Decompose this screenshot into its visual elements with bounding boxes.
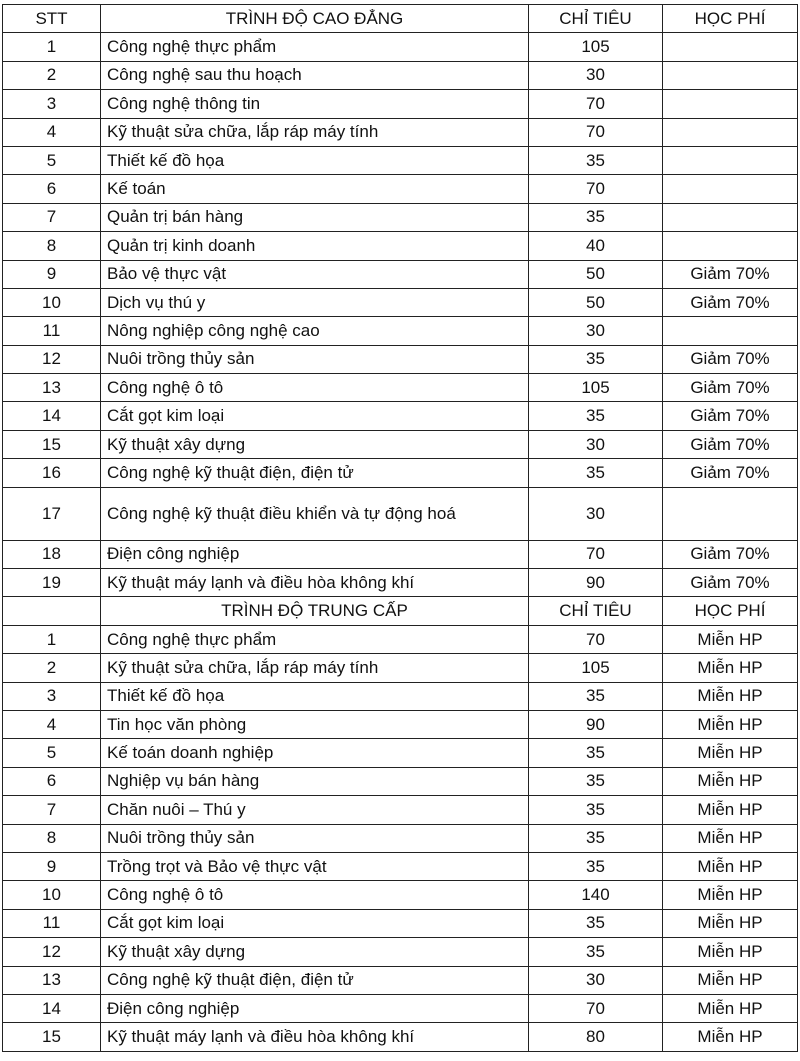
row-stt: 17	[3, 487, 101, 540]
row-stt: 2	[3, 61, 101, 89]
row-program-name: Công nghệ thực phẩm	[101, 625, 529, 653]
row-fee: Miễn HP	[663, 938, 798, 966]
row-fee	[663, 203, 798, 231]
table-row	[3, 90, 798, 118]
row-program-name: Cắt gọt kim loại	[101, 909, 529, 937]
row-program-name: Công nghệ ô tô	[101, 374, 529, 402]
table-row	[3, 61, 798, 89]
row-program-name: Công nghệ thông tin	[101, 90, 529, 118]
row-quota: 35	[529, 909, 663, 937]
table-row	[3, 767, 798, 795]
table-row	[3, 33, 798, 61]
row-program-name: Tin học văn phòng	[101, 710, 529, 738]
row-program-name: Công nghệ kỹ thuật điều khiển và tự động hoá	[101, 487, 529, 540]
row-fee: Miễn HP	[663, 994, 798, 1022]
row-fee: Miễn HP	[663, 909, 798, 937]
row-fee: Giảm 70%	[663, 288, 798, 316]
row-quota: 35	[529, 767, 663, 795]
row-fee: Giảm 70%	[663, 540, 798, 568]
row-quota: 30	[529, 61, 663, 89]
row-program-name: Điện công nghiệp	[101, 540, 529, 568]
row-stt: 2	[3, 654, 101, 682]
row-fee: Miễn HP	[663, 824, 798, 852]
row-program-name: Điện công nghiệp	[101, 994, 529, 1022]
row-quota: 35	[529, 203, 663, 231]
row-stt: 6	[3, 767, 101, 795]
row-quota: 35	[529, 824, 663, 852]
row-program-name: Kỹ thuật xây dựng	[101, 938, 529, 966]
row-fee	[663, 61, 798, 89]
row-program-name: Công nghệ ô tô	[101, 881, 529, 909]
intermediate-header-stt	[3, 597, 101, 625]
row-stt: 9	[3, 260, 101, 288]
row-quota: 70	[529, 625, 663, 653]
row-stt: 6	[3, 175, 101, 203]
table-row	[3, 938, 798, 966]
table-row	[3, 994, 798, 1022]
row-fee: Giảm 70%	[663, 459, 798, 487]
intermediate-header-row	[3, 597, 798, 625]
table-header-row	[3, 5, 798, 33]
row-stt: 10	[3, 881, 101, 909]
row-program-name: Bảo vệ thực vật	[101, 260, 529, 288]
table-row	[3, 487, 798, 540]
row-program-name: Nuôi trồng thủy sản	[101, 824, 529, 852]
row-stt: 15	[3, 1023, 101, 1051]
row-quota: 30	[529, 317, 663, 345]
table-row	[3, 146, 798, 174]
row-quota: 80	[529, 1023, 663, 1051]
row-stt: 12	[3, 938, 101, 966]
row-program-name: Quản trị bán hàng	[101, 203, 529, 231]
table-row	[3, 260, 798, 288]
row-program-name: Nông nghiệp công nghệ cao	[101, 317, 529, 345]
header-intermediate-section: TRÌNH ĐỘ TRUNG CẤP	[101, 597, 529, 625]
row-fee	[663, 175, 798, 203]
row-fee: Miễn HP	[663, 710, 798, 738]
row-stt: 9	[3, 852, 101, 880]
table-row	[3, 232, 798, 260]
table-row	[3, 569, 798, 597]
row-program-name: Trồng trọt và Bảo vệ thực vật	[101, 852, 529, 880]
row-program-name: Kế toán doanh nghiệp	[101, 739, 529, 767]
row-fee: Miễn HP	[663, 654, 798, 682]
row-stt: 5	[3, 146, 101, 174]
row-program-name: Nuôi trồng thủy sản	[101, 345, 529, 373]
row-fee: Miễn HP	[663, 682, 798, 710]
row-stt: 1	[3, 625, 101, 653]
row-stt: 5	[3, 739, 101, 767]
row-quota: 105	[529, 374, 663, 402]
header-college-section: TRÌNH ĐỘ CAO ĐẲNG	[101, 5, 529, 33]
row-quota: 90	[529, 710, 663, 738]
row-program-name: Quản trị kinh doanh	[101, 232, 529, 260]
row-quota: 140	[529, 881, 663, 909]
row-quota: 35	[529, 739, 663, 767]
row-stt: 7	[3, 796, 101, 824]
table-row	[3, 909, 798, 937]
row-fee	[663, 33, 798, 61]
row-quota: 35	[529, 345, 663, 373]
row-fee	[663, 146, 798, 174]
row-quota: 30	[529, 966, 663, 994]
row-stt: 10	[3, 288, 101, 316]
row-program-name: Thiết kế đồ họa	[101, 146, 529, 174]
row-quota: 35	[529, 459, 663, 487]
row-program-name: Kỹ thuật sửa chữa, lắp ráp máy tính	[101, 118, 529, 146]
table-row	[3, 852, 798, 880]
row-stt: 12	[3, 345, 101, 373]
table-row	[3, 430, 798, 458]
intermediate-header-quota: CHỈ TIÊU	[529, 597, 663, 625]
table-row	[3, 540, 798, 568]
row-stt: 8	[3, 232, 101, 260]
table-row	[3, 374, 798, 402]
row-program-name: Cắt gọt kim loại	[101, 402, 529, 430]
row-quota: 70	[529, 90, 663, 118]
row-quota: 35	[529, 146, 663, 174]
row-fee: Giảm 70%	[663, 345, 798, 373]
row-quota: 105	[529, 33, 663, 61]
row-fee: Miễn HP	[663, 796, 798, 824]
row-fee	[663, 232, 798, 260]
row-program-name: Kỹ thuật máy lạnh và điều hòa không khí	[101, 569, 529, 597]
row-fee: Miễn HP	[663, 739, 798, 767]
table-body	[3, 5, 798, 1052]
row-fee: Giảm 70%	[663, 430, 798, 458]
row-fee: Miễn HP	[663, 966, 798, 994]
table-row	[3, 710, 798, 738]
admissions-table	[2, 4, 798, 1052]
table-row	[3, 288, 798, 316]
row-quota: 90	[529, 569, 663, 597]
row-quota: 35	[529, 852, 663, 880]
row-quota: 50	[529, 260, 663, 288]
row-stt: 11	[3, 909, 101, 937]
row-fee: Giảm 70%	[663, 569, 798, 597]
row-stt: 1	[3, 33, 101, 61]
row-fee	[663, 118, 798, 146]
table-row	[3, 796, 798, 824]
row-fee	[663, 487, 798, 540]
row-stt: 8	[3, 824, 101, 852]
row-quota: 35	[529, 796, 663, 824]
table-row	[3, 824, 798, 852]
table-row	[3, 345, 798, 373]
row-quota: 40	[529, 232, 663, 260]
row-fee	[663, 90, 798, 118]
row-program-name: Công nghệ kỹ thuật điện, điện tử	[101, 966, 529, 994]
row-stt: 3	[3, 90, 101, 118]
row-stt: 18	[3, 540, 101, 568]
table-row	[3, 682, 798, 710]
row-stt: 4	[3, 710, 101, 738]
table-row	[3, 739, 798, 767]
row-fee: Giảm 70%	[663, 260, 798, 288]
table-row	[3, 459, 798, 487]
table-row	[3, 402, 798, 430]
table-row	[3, 654, 798, 682]
row-quota: 70	[529, 118, 663, 146]
row-fee: Miễn HP	[663, 881, 798, 909]
row-program-name: Thiết kế đồ họa	[101, 682, 529, 710]
table-row	[3, 118, 798, 146]
row-program-name: Nghiệp vụ bán hàng	[101, 767, 529, 795]
row-stt: 14	[3, 402, 101, 430]
row-quota: 30	[529, 430, 663, 458]
row-fee: Giảm 70%	[663, 374, 798, 402]
row-program-name: Công nghệ kỹ thuật điện, điện tử	[101, 459, 529, 487]
row-quota: 70	[529, 175, 663, 203]
table-row	[3, 1023, 798, 1051]
row-program-name: Công nghệ sau thu hoạch	[101, 61, 529, 89]
row-program-name: Kỹ thuật xây dựng	[101, 430, 529, 458]
row-quota: 35	[529, 402, 663, 430]
row-quota: 105	[529, 654, 663, 682]
row-quota: 70	[529, 540, 663, 568]
row-quota: 35	[529, 682, 663, 710]
row-stt: 13	[3, 374, 101, 402]
row-stt: 7	[3, 203, 101, 231]
table-row	[3, 317, 798, 345]
row-fee: Miễn HP	[663, 625, 798, 653]
table-row	[3, 175, 798, 203]
row-fee: Miễn HP	[663, 1023, 798, 1051]
row-program-name: Dịch vụ thú y	[101, 288, 529, 316]
row-fee	[663, 317, 798, 345]
row-program-name: Kỹ thuật sửa chữa, lắp ráp máy tính	[101, 654, 529, 682]
row-quota: 30	[529, 487, 663, 540]
row-stt: 16	[3, 459, 101, 487]
row-stt: 13	[3, 966, 101, 994]
row-program-name: Công nghệ thực phẩm	[101, 33, 529, 61]
intermediate-header-fee: HỌC PHÍ	[663, 597, 798, 625]
row-stt: 3	[3, 682, 101, 710]
row-program-name: Chăn nuôi – Thú y	[101, 796, 529, 824]
row-quota: 70	[529, 994, 663, 1022]
row-program-name: Kỹ thuật máy lạnh và điều hòa không khí	[101, 1023, 529, 1051]
row-stt: 15	[3, 430, 101, 458]
row-quota: 50	[529, 288, 663, 316]
row-stt: 19	[3, 569, 101, 597]
row-fee: Miễn HP	[663, 767, 798, 795]
row-stt: 4	[3, 118, 101, 146]
table-row	[3, 203, 798, 231]
header-stt: STT	[3, 5, 101, 33]
row-fee: Miễn HP	[663, 852, 798, 880]
table-row	[3, 966, 798, 994]
row-program-name: Kế toán	[101, 175, 529, 203]
header-fee: HỌC PHÍ	[663, 5, 798, 33]
header-quota: CHỈ TIÊU	[529, 5, 663, 33]
table-row	[3, 881, 798, 909]
row-stt: 14	[3, 994, 101, 1022]
row-fee: Giảm 70%	[663, 402, 798, 430]
table-row	[3, 625, 798, 653]
row-quota: 35	[529, 938, 663, 966]
row-stt: 11	[3, 317, 101, 345]
